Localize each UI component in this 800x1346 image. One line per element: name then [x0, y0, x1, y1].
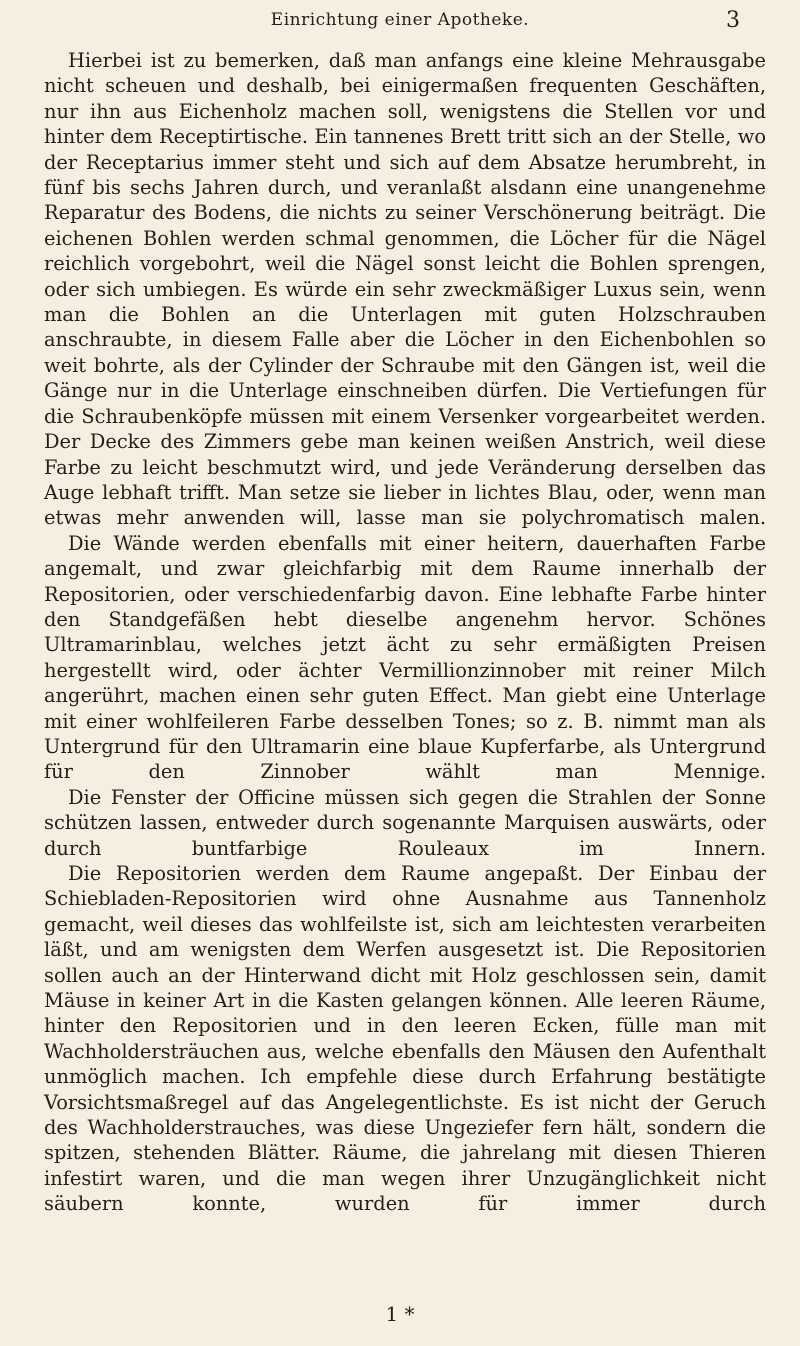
- running-head: Einrichtung einer Apotheke.: [270, 10, 530, 30]
- signature-mark: 1 *: [385, 1302, 415, 1326]
- page-number: 3: [726, 8, 740, 33]
- paragraph-floor: Hierbei ist zu bemerken, daß man anfangs eine kleine Mehrausgabe nicht scheuen und deshalb, bei einigermaßen frequenten Geschäften, nur ihn aus Eichenholz machen soll, wenigstens die Stellen vor und hinter dem Receptirtische. Ein tannenes Brett tritt sich an der Stelle, wo der Receptarius immer steht und sich auf dem Absatze herumbreht, in fünf bis sechs Jahren durch, und veranlaßt alsdann eine unangenehme Reparatur des Bodens, die nichts zu seiner Verschönerung beiträgt. Die eichenen Bohlen werden schmal genommen, die Löcher für die Nägel reichlich vorgebohrt, weil die Nägel sonst leicht die Bohlen sprengen, oder sich umbiegen. Es würde ein sehr zweckmäßiger Luxus sein, wenn man die Bohlen an die Unterlagen mit guten Holzschrauben anschraubte, in diesem Falle aber die Löcher in den Eichenbohlen so weit bohrte, als der Cylinder der Schraube mit den Gängen ist, weil die Gänge nur in die Unterlage einschneiben dürfen. Die Vertiefungen für die Schraubenköpfe müssen mit einem Versenker vorgearbeitet werden. Der Decke des Zimmers gebe man keinen weißen Anstrich, weil diese Farbe zu leicht beschmutzt wird, und jede Veränderung derselben das Auge lebhaft trifft. Man setze sie lieber in lichtes Blau, oder, wenn man etwas mehr anwenden will, lasse man sie polychromatisch malen.: [44, 49, 766, 530]
- paragraph-walls: Die Wände werden ebenfalls mit einer heitern, dauerhaften Farbe angemalt, und zwar gleichfarbig mit dem Raume innerhalb der Repositorien, oder verschiedenfarbig davon. Eine lebhafte Farbe hinter den Standgefäßen hebt dieselbe angenehm hervor. Schönes Ultramarinblau, welches jetzt ächt zu sehr ermäßigten Preisen hergestellt wird, oder ächter Vermillionzinnober mit reiner Milch angerührt, machen einen sehr guten Effect. Man giebt eine Unterlage mit einer wohlfeileren Farbe desselben Tones; so z. B. nimmt man als Untergrund für den Ultramarin eine blaue Kupferfarbe, als Untergrund für den Zinnober wählt man Mennige.: [44, 531, 766, 784]
- paragraph-windows: Die Fenster der Officine müssen sich gegen die Strahlen der Sonne schützen lassen, entweder durch sogenannte Marquisen auswärts, oder durch buntfarbige Rouleaux im Innern.: [44, 785, 766, 860]
- body-text: [44, 48, 766, 1217]
- page-header: [0, 8, 800, 38]
- paragraph-repositories: Die Repositorien werden dem Raume angepaßt. Der Einbau der Schiebladen-Repositorien wird ohne Ausnahme aus Tannenholz gemacht, weil dieses das wohlfeilste ist, sich am leichtesten verarbeiten läßt, und am wenigsten dem Werfen ausgesetzt ist. Die Repositorien sollen auch an der Hinterwand dicht mit Holz geschlossen sein, damit Mäuse in keiner Art in die Kasten gelangen können. Alle leeren Räume, hinter den Repositorien und in den leeren Ecken, fülle man mit Wachholdersträuchen aus, welche ebenfalls den Mäusen den Aufenthalt unmöglich machen. Ich empfehle diese durch Erfahrung bestätigte Vorsichtsmaßregel auf das Angelegentlichste. Es ist nicht der Geruch des Wachholderstrauches, was diese Ungeziefer fern hält, sondern die spitzen, stehenden Blätter. Räume, die jahrelang mit diesen Thieren infestirt waren, und die man wegen ihrer Unzugänglichkeit nicht säubern konnte, wurden für immer durch: [44, 862, 766, 1216]
